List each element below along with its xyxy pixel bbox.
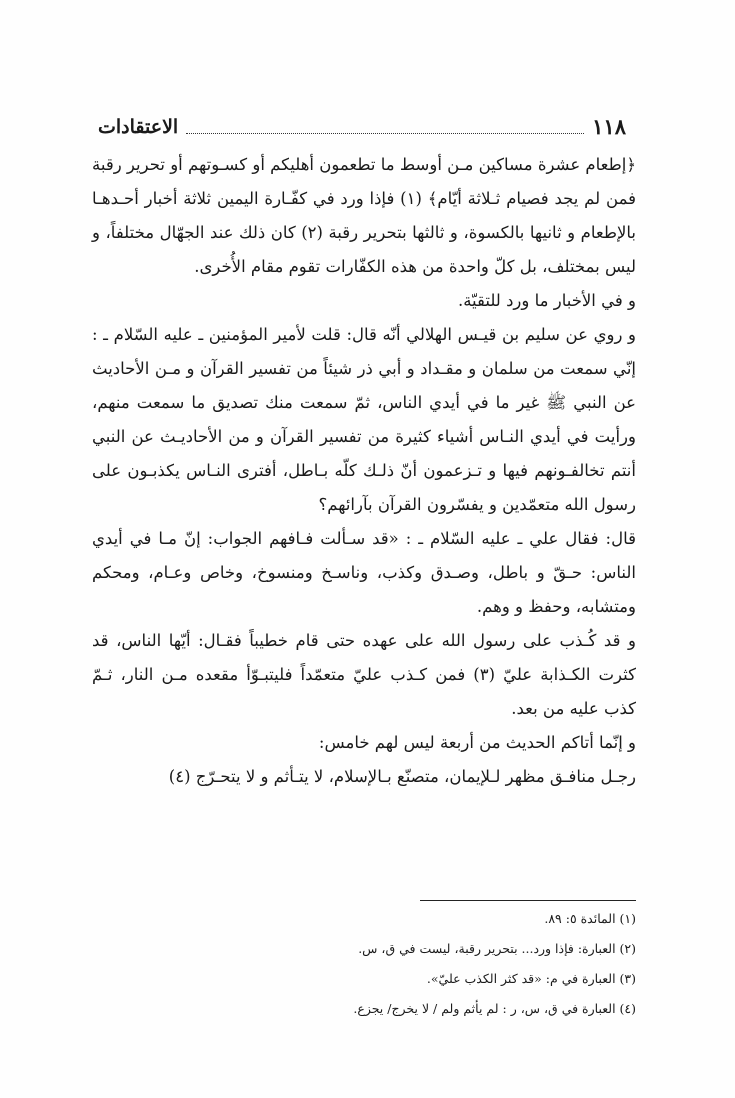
paragraph-7: رجـل منافـق مظهر لـلإيمان، متصنّع بـالإسلام، لا يتـأثم و لا يتحـرّج (٤) xyxy=(168,767,636,786)
footnotes xyxy=(92,904,636,1024)
paragraph-4: قال: فقال علي ـ عليه السّلام ـ : «قد سـألت فـافهم الجواب: إنّ مـا في أيدي الناس: حـقّ و باطل، وصـدق وكذب، وناسـخ ومنسوخ، وخاص وعـام، ومحكم ومتشابه، وحفظ و وهم. xyxy=(92,529,636,616)
paragraph-1: ﴿إطعام عشرة مساكين مـن أوسط ما تطعمون أهليكم أو كسـوتهم أو تحرير رقبة فمن لم يجد فصيام ثـلاثة أيّام﴾ (١) فإذا ورد في كفّـارة اليمين ثلاثة أخبار أحـدهـا بالإطعام و ثانيها بالكسوة، و ثالثها بتحرير رقبة (٢) كان ذلك عند الجهّال مختلفاً، و ليس بمختلف، بل كلّ واحدة من هذه الكفّارات تقوم مقام الأُخرى. xyxy=(92,155,636,276)
footnote-3: (٣) العبارة في م: «قد كثر الكذب عليّ». xyxy=(426,971,636,986)
footnote-separator xyxy=(420,900,636,901)
footnote-1: (١) المائدة ٥: ٨٩. xyxy=(544,911,636,926)
footnote-2: (٢) العبارة: فإذا ورد... بتحرير رقبة، ليست في ق، س. xyxy=(358,941,636,956)
page-number: ١١٨ xyxy=(592,114,626,139)
paragraph-6: و إنّما أتاكم الحديث من أربعة ليس لهم خامس: xyxy=(318,733,636,752)
paragraph-3: و روي عن سليم بن قيـس الهلالي أنّه قال: قلت لأمير المؤمنين ـ عليه السّلام ـ : إنّي سمعت من سلمان و مقـداد و أبي ذر شيئاً من تفسير القرآن و مـن الأحاديث عن النبي ﷺ غير ما في أيدي الناس، ثمّ سمعت منك تصديق ما سمعت منهم، ورأيت في أيدي النـاس أشياء كثيرة من تفسير القرآن و من الأحاديـث عن النبي أنتم تخالفـونهم فيها و تـزعمون أنّ ذلـك كلّه بـاطل، أفترى النـاس يكذبـون على رسول الله متعمّدين و يفسّرون القرآن بآرائهم؟ xyxy=(92,325,636,514)
running-header xyxy=(98,108,626,140)
paragraph-5: و قد كُـذب على رسول الله على عهده حتى قام خطيباً فقـال: أيّها الناس، قد كثرت الكـذابة عليّ (٣) فمن كـذب عليّ متعمّداً فليتبـوّأ مقعده مـن النار، ثـمّ كذب عليه من بعد. xyxy=(92,631,636,718)
paragraph-2: و في الأخبار ما ورد للتقيّة. xyxy=(457,291,636,310)
main-text xyxy=(92,148,636,794)
footnote-4: (٤) العبارة في ق، س، ر : لم يأثم ولم / لا يخرج/ يجزع. xyxy=(353,1001,636,1016)
running-title: الاعتقادات xyxy=(98,116,179,138)
header-leader-dots xyxy=(186,132,584,134)
